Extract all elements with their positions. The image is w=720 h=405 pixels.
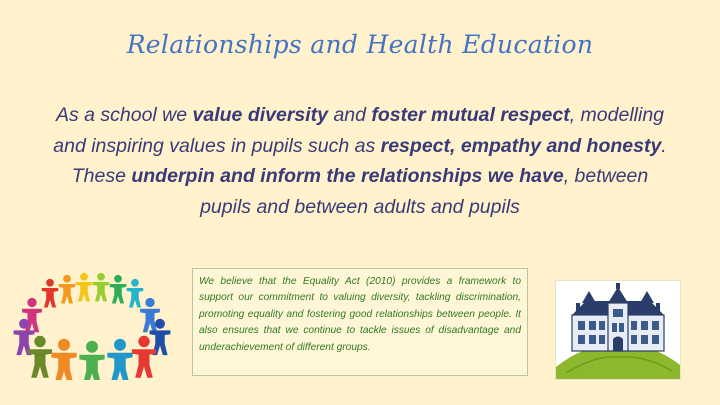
statement-emphasis: foster mutual respect — [371, 104, 570, 126]
equality-act-text: We believe that the Equality Act (2010) provides a framework to support our commitment to valuing diversity, tackling discrimination, promoting equality and fostering good relationships between people. It also ensures that we continue to tackle issues of disadvantage and underachievement of different groups. — [199, 276, 521, 353]
statement-part: As a school we — [55, 104, 193, 126]
statement-emphasis: underpin and inform the relationships we have — [131, 165, 564, 187]
statement-emphasis: value diversity — [192, 104, 329, 126]
statement-part: . These — [71, 134, 667, 187]
statement-part: and — [328, 104, 372, 126]
statement-emphasis: respect, empathy and honesty — [380, 134, 662, 157]
school-building-icon — [556, 281, 680, 379]
slide-title: Relationships and Health Education — [126, 30, 594, 59]
statement-part: , between pupils and between adults and pupils — [200, 165, 649, 218]
equality-act-box — [192, 268, 528, 376]
values-statement — [44, 100, 676, 222]
statement-part: , modelling and inspiring values in pupils such as — [53, 104, 665, 157]
people-chain-icon — [12, 272, 172, 380]
